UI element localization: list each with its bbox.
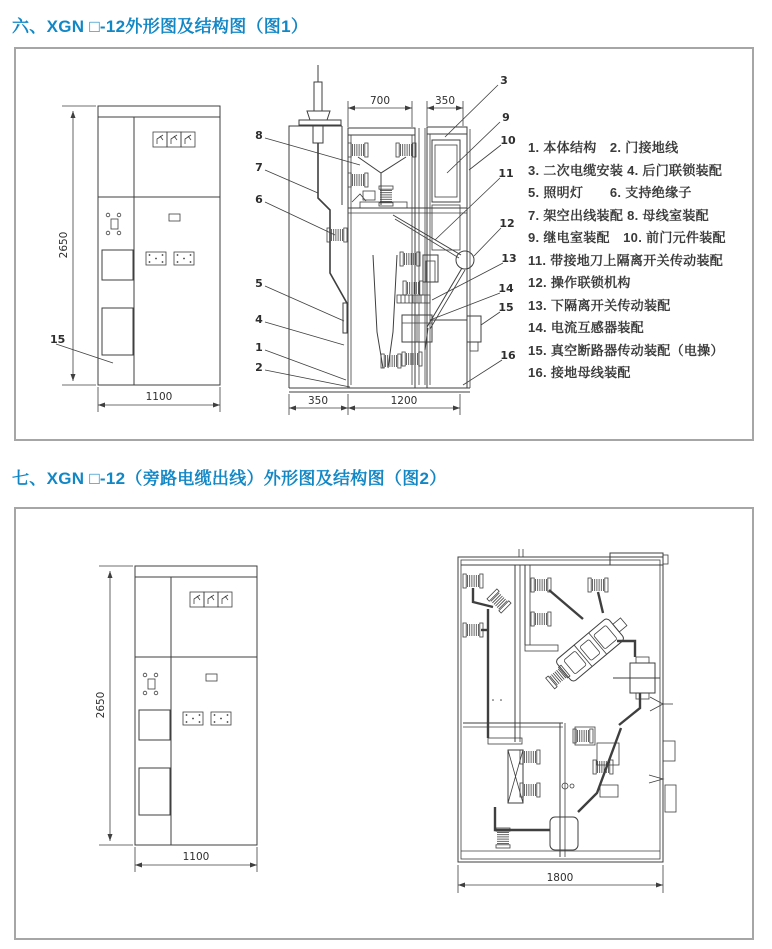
- svg-text:10: 10: [500, 134, 516, 147]
- dim-350-bottom-label: 350: [307, 395, 329, 407]
- svg-text:9: 9: [502, 111, 510, 124]
- legend-item: 3. 二次电缆安装 4. 后门联锁装配: [528, 162, 723, 178]
- breaker-indicator-windows: [190, 592, 232, 607]
- svg-text:6: 6: [255, 193, 263, 206]
- cabinet-section-outline: [289, 126, 470, 392]
- mechanism-cluster: [492, 699, 619, 850]
- callout-numbers-right: [430, 74, 517, 385]
- upper-disconnector-assembly: [352, 186, 407, 208]
- callout-15: [50, 333, 113, 363]
- dim-height-label: 2650: [95, 691, 107, 719]
- vacuum-breaker-pole: [541, 611, 633, 694]
- legend-item: 7. 架空出线装配 8. 母线室装配: [528, 207, 709, 223]
- lighting-lamp: [343, 303, 347, 333]
- figure1-front-view-drawing: [40, 85, 240, 420]
- dimension-350-bottom: [289, 394, 348, 415]
- legend-item: 16. 接地母线装配: [528, 365, 631, 380]
- breaker-indicator-windows: [153, 132, 195, 147]
- legend-item: 1. 本体结构 2. 门接地线: [528, 140, 679, 155]
- svg-text:8: 8: [255, 129, 263, 142]
- legend-item: 5. 照明灯 6. 支持绝缘子: [528, 185, 692, 200]
- legend-item: 11. 带接地刀上隔离开关传动装配: [528, 252, 724, 268]
- svg-text:16: 16: [500, 349, 516, 362]
- figure2-box: [14, 507, 754, 940]
- overhead-bushing: [299, 65, 341, 143]
- dim-height-label: 2650: [58, 231, 70, 259]
- insulator-stacks: [463, 574, 613, 848]
- dimension-1100: [135, 847, 257, 872]
- dim-350-top-label: 350: [434, 95, 456, 107]
- current-transformer: [508, 750, 523, 803]
- dimension-700: [348, 95, 412, 127]
- section2-heading: 七、XGN □-12（旁路电缆出线）外形图及结构图（图2）: [12, 469, 447, 488]
- svg-text:13: 13: [501, 252, 517, 265]
- door-windows: [102, 250, 133, 355]
- legend-item: 14. 电流互感器装配: [528, 320, 644, 335]
- dimension-350-top: [427, 95, 463, 126]
- conductors: [473, 588, 640, 830]
- callout-numbers-left: [255, 129, 360, 387]
- figure2-section-view-drawing: [445, 545, 695, 910]
- electric-operating-mechanism: [430, 316, 481, 351]
- dimension-1100: [98, 387, 220, 412]
- section1-heading: 六、XGN □-12外形图及结构图（图1）: [12, 17, 309, 36]
- meter-plates: [183, 712, 231, 725]
- cabinet-front-outline: [135, 566, 257, 845]
- legend-item: 9. 继电室装配 10. 前门元件装配: [528, 230, 726, 245]
- dimension-1800: [458, 865, 663, 893]
- figure1-section-view-drawing: [245, 55, 535, 420]
- svg-text:15: 15: [498, 301, 514, 314]
- dimension-1200: [348, 394, 460, 415]
- internal-partitions: [463, 565, 565, 857]
- svg-text:14: 14: [498, 282, 514, 295]
- svg-text:5: 5: [255, 277, 263, 290]
- voltage-transformer-tank: [613, 657, 660, 699]
- indicator-lamps: [106, 213, 180, 235]
- svg-text:15: 15: [50, 333, 66, 346]
- figure2-front-view-drawing: [77, 545, 277, 880]
- dim-width-label: 1100: [145, 391, 173, 403]
- door-windows: [139, 710, 170, 815]
- svg-text:11: 11: [498, 167, 514, 180]
- legend-item: 13. 下隔离开关传动装配: [528, 297, 671, 313]
- meter-plates: [146, 252, 194, 265]
- svg-text:7: 7: [255, 161, 263, 174]
- svg-text:3: 3: [500, 74, 508, 87]
- legend-item: 12. 操作联锁机构: [528, 275, 631, 290]
- svg-text:2: 2: [255, 361, 263, 374]
- dim-1800-label: 1800: [546, 872, 574, 884]
- svg-text:1: 1: [255, 341, 263, 354]
- svg-text:12: 12: [499, 217, 515, 230]
- cabinet-front-outline: [98, 106, 220, 385]
- dim-width-label: 1100: [182, 851, 210, 863]
- dim-700-label: 700: [369, 95, 391, 107]
- svg-text:4: 4: [255, 313, 263, 326]
- figure1-box: [14, 47, 754, 441]
- figure1-legend: [528, 137, 763, 385]
- dim-1200-label: 1200: [390, 395, 418, 407]
- breaker-and-ct-assembly: [397, 252, 438, 342]
- dimension-2650: [95, 566, 133, 845]
- legend-item: 15. 真空断路器传动装配（电操）: [528, 342, 724, 358]
- indicator-lamps: [143, 673, 217, 695]
- support-insulator: [327, 228, 347, 242]
